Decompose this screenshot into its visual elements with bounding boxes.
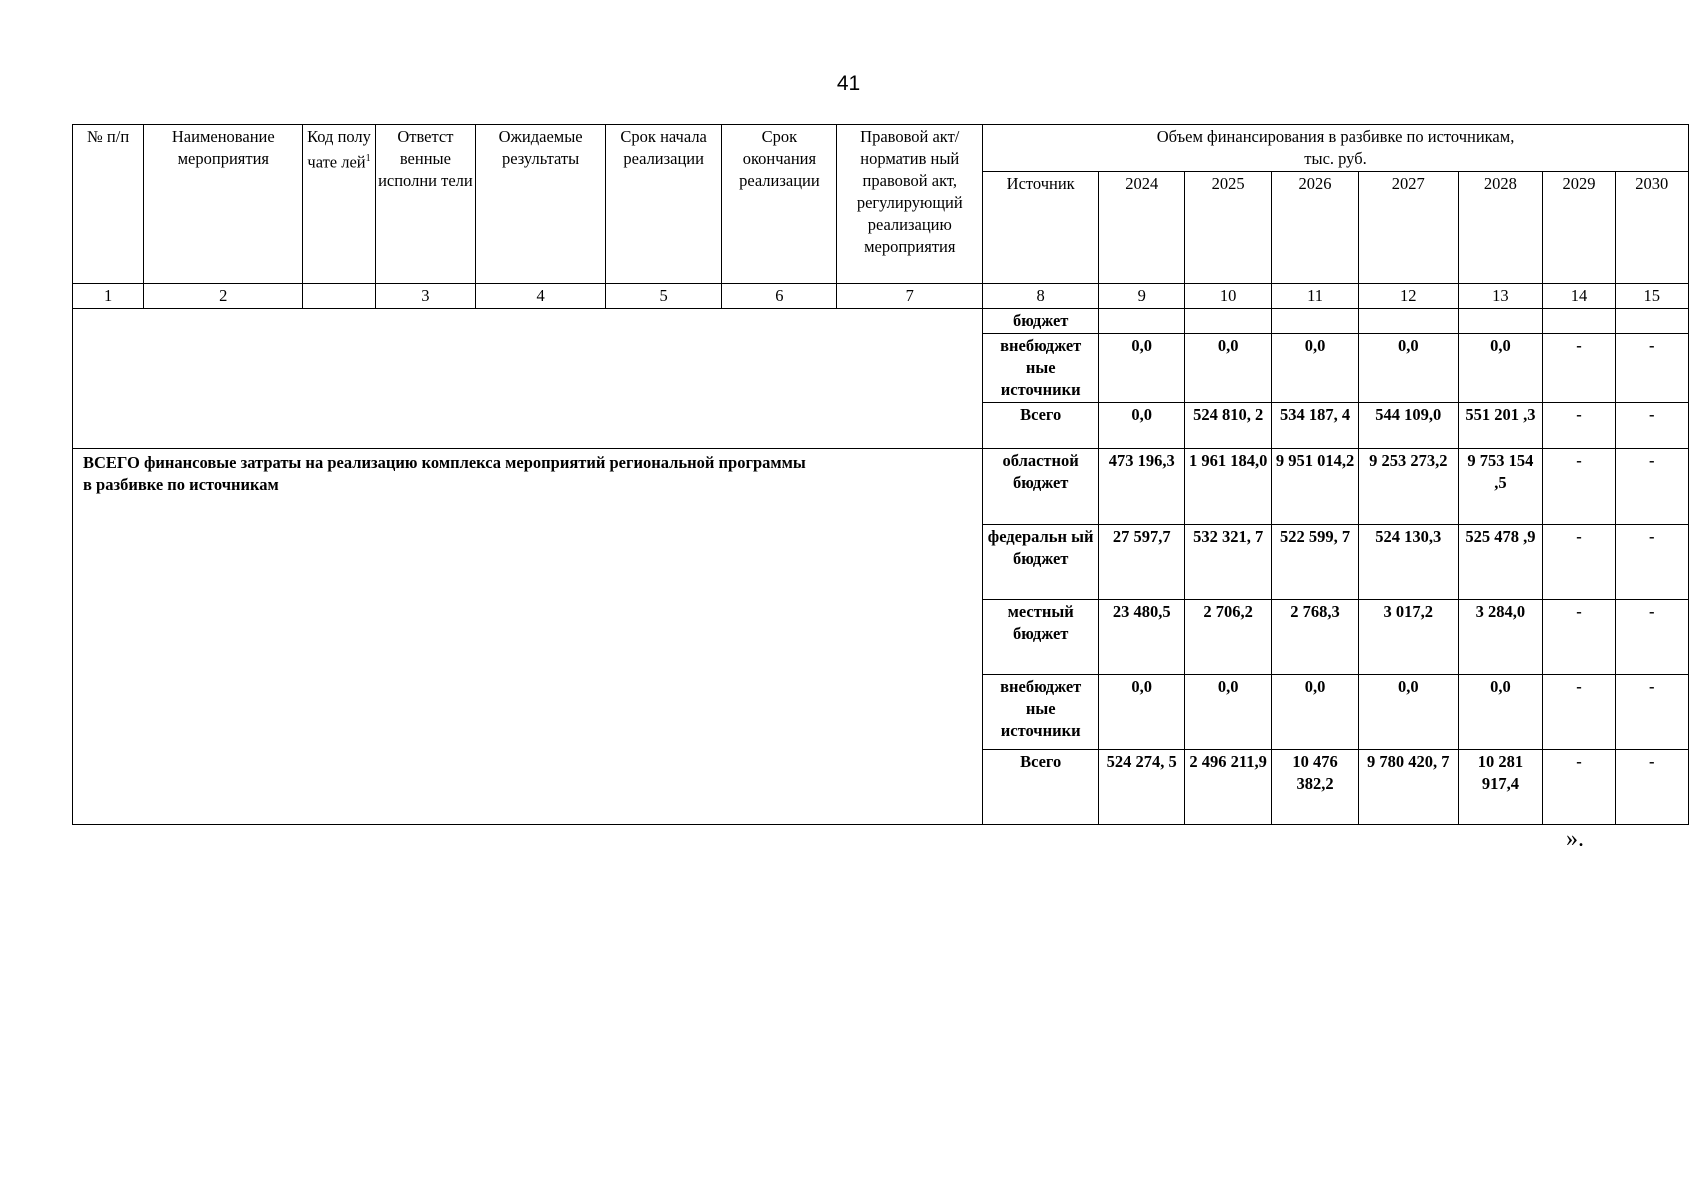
value-cell: 9 253 273,2 [1359, 449, 1458, 525]
column-number: 7 [837, 284, 983, 309]
value-cell [1458, 309, 1543, 334]
value-cell: 0,0 [1272, 675, 1359, 750]
value-cell: 551 201 ,3 [1458, 403, 1543, 449]
header-name: Наименование мероприятия [144, 125, 303, 284]
table-row [73, 449, 1689, 525]
header-year: 2030 [1615, 172, 1688, 284]
value-cell: - [1543, 403, 1615, 449]
closing-quote: ». [1566, 826, 1584, 852]
value-cell: 524 274, 5 [1099, 750, 1185, 825]
value-cell: 0,0 [1458, 334, 1543, 403]
source-cell: местный бюджет [983, 600, 1099, 675]
financing-table [72, 124, 1689, 825]
source-cell: областной бюджет [983, 449, 1099, 525]
value-cell: 9 780 420, 7 [1359, 750, 1458, 825]
value-cell: 0,0 [1458, 675, 1543, 750]
source-cell: федеральн ый бюджет [983, 525, 1099, 600]
header-year: 2029 [1543, 172, 1615, 284]
column-number: 5 [606, 284, 722, 309]
column-number: 1 [73, 284, 144, 309]
total-title-cell [73, 449, 983, 825]
header-year: 2024 [1099, 172, 1185, 284]
value-cell: 2 706,2 [1185, 600, 1272, 675]
value-cell: 10 281 917,4 [1458, 750, 1543, 825]
source-cell: внебюджет ные источники [983, 675, 1099, 750]
value-cell: 522 599, 7 [1272, 525, 1359, 600]
column-number: 9 [1099, 284, 1185, 309]
value-cell: 473 196,3 [1099, 449, 1185, 525]
value-cell: - [1615, 403, 1688, 449]
value-cell: - [1615, 334, 1688, 403]
column-number: 6 [722, 284, 837, 309]
column-number: 10 [1185, 284, 1272, 309]
source-cell: Всего [983, 750, 1099, 825]
header-responsible: Ответст венные исполни тели [375, 125, 476, 284]
source-cell: Всего [983, 403, 1099, 449]
header-number: № п/п [73, 125, 144, 284]
column-number: 4 [476, 284, 606, 309]
value-cell: 532 321, 7 [1185, 525, 1272, 600]
header-source: Источник [983, 172, 1099, 284]
value-cell: - [1615, 675, 1688, 750]
value-cell: - [1615, 449, 1688, 525]
column-number: 11 [1272, 284, 1359, 309]
value-cell [1543, 309, 1615, 334]
value-cell: 1 961 184,0 [1185, 449, 1272, 525]
column-numbers-row [73, 284, 1689, 309]
value-cell: - [1543, 525, 1615, 600]
value-cell: 525 478 ,9 [1458, 525, 1543, 600]
continuation-merged-cell [73, 309, 983, 449]
page-number: 41 [836, 72, 861, 95]
column-number: 3 [375, 284, 476, 309]
value-cell: 524 810, 2 [1185, 403, 1272, 449]
table-body [73, 309, 1689, 825]
value-cell: 9 951 014,2 [1272, 449, 1359, 525]
value-cell: 0,0 [1099, 675, 1185, 750]
source-cell: бюджет [983, 309, 1099, 334]
column-number: 12 [1359, 284, 1458, 309]
value-cell: - [1543, 334, 1615, 403]
value-cell: 524 130,3 [1359, 525, 1458, 600]
header-year: 2027 [1359, 172, 1458, 284]
column-number [303, 284, 375, 309]
value-cell: 9 753 154 ,5 [1458, 449, 1543, 525]
value-cell: 0,0 [1099, 403, 1185, 449]
value-cell: 27 597,7 [1099, 525, 1185, 600]
value-cell: 2 768,3 [1272, 600, 1359, 675]
header-results: Ожидаемые результаты [476, 125, 606, 284]
header-end: Срок окончания реализации [722, 125, 837, 284]
value-cell: 0,0 [1359, 334, 1458, 403]
value-cell [1185, 309, 1272, 334]
value-cell: - [1615, 525, 1688, 600]
table-row [73, 309, 1689, 334]
value-cell: 23 480,5 [1099, 600, 1185, 675]
source-cell: внебюджет ные источники [983, 334, 1099, 403]
value-cell: 544 109,0 [1359, 403, 1458, 449]
value-cell: 0,0 [1359, 675, 1458, 750]
value-cell: 0,0 [1099, 334, 1185, 403]
column-number: 8 [983, 284, 1099, 309]
header-start: Срок начала реализации [606, 125, 722, 284]
header-year: 2028 [1458, 172, 1543, 284]
column-number: 2 [144, 284, 303, 309]
value-cell [1272, 309, 1359, 334]
value-cell: 0,0 [1272, 334, 1359, 403]
column-number: 13 [1458, 284, 1543, 309]
value-cell: 534 187, 4 [1272, 403, 1359, 449]
header-financing-volume [983, 125, 1689, 172]
value-cell: 3 284,0 [1458, 600, 1543, 675]
value-cell: 10 476 382,2 [1272, 750, 1359, 825]
header-financing-line1: Объем финансирования в разбивке по источникам, [1156, 127, 1515, 146]
value-cell: - [1543, 675, 1615, 750]
value-cell: 0,0 [1185, 675, 1272, 750]
value-cell [1615, 309, 1688, 334]
value-cell: - [1543, 750, 1615, 825]
value-cell: - [1615, 600, 1688, 675]
value-cell: 3 017,2 [1359, 600, 1458, 675]
header-code: Код полу чате лей$^1$ [303, 125, 375, 284]
total-title-line2: в разбивке по источникам [83, 475, 279, 494]
column-number: 15 [1615, 284, 1688, 309]
value-cell [1359, 309, 1458, 334]
value-cell [1099, 309, 1185, 334]
header-year: 2026 [1272, 172, 1359, 284]
column-number: 14 [1543, 284, 1615, 309]
value-cell: - [1543, 449, 1615, 525]
value-cell: 2 496 211,9 [1185, 750, 1272, 825]
header-legal-act: Правовой акт/норматив ный правовой акт, регулирующий реализацию мероприятия [837, 125, 983, 284]
value-cell: - [1543, 600, 1615, 675]
header-year: 2025 [1185, 172, 1272, 284]
value-cell: 0,0 [1185, 334, 1272, 403]
value-cell: - [1615, 750, 1688, 825]
total-title-line1: ВСЕГО финансовые затраты на реализацию комплекса мероприятий региональной программы [83, 453, 806, 472]
table-header [73, 125, 1689, 309]
header-financing-line2: тыс. руб. [1304, 149, 1367, 168]
